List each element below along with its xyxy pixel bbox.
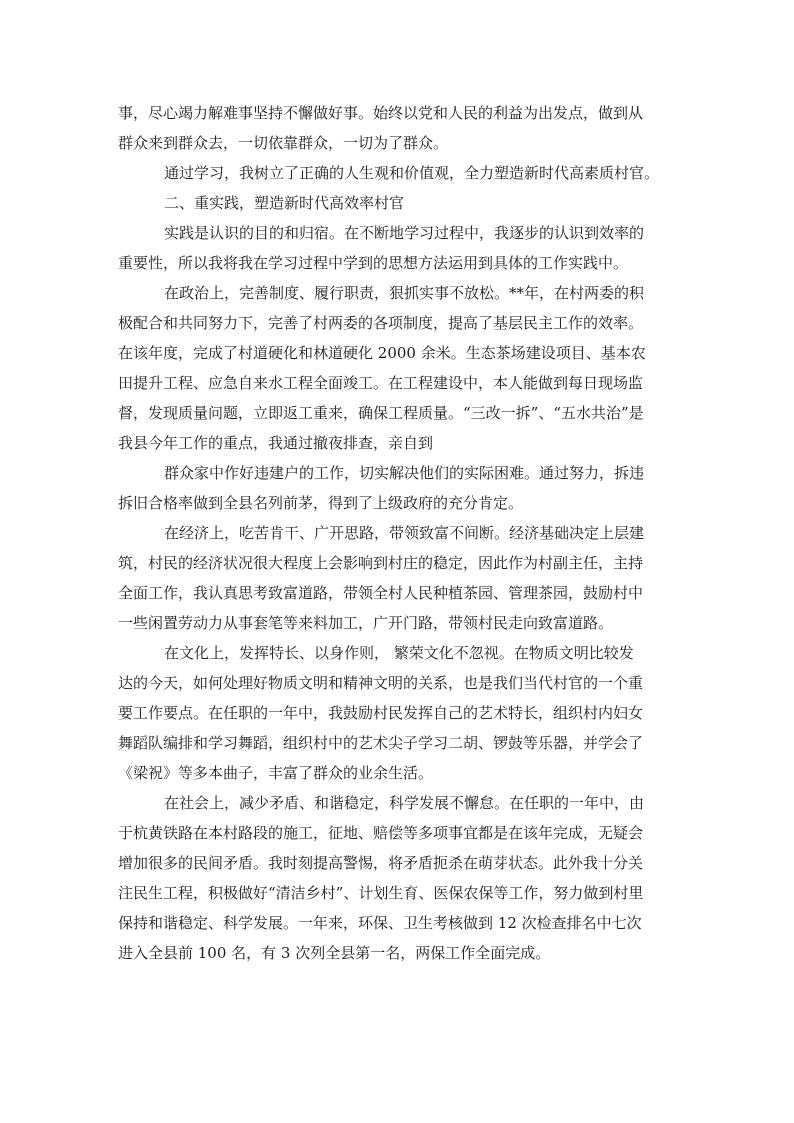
text-line: 进入全县前 100 名，有 3 次列全县第一名，两保工作全面完成。 xyxy=(118,944,551,962)
document-body xyxy=(118,98,693,968)
text-line: 群众来到群众去，一切依靠群众，一切为了群众。 xyxy=(118,134,449,152)
text-line: 群众家中作好违建户的工作，切实解决他们的实际困难。通过努力，拆违 xyxy=(164,464,645,482)
text-line: 于杭黄铁路在本村路段的施工，征地、赔偿等多项事宜都是在该年完成，无疑会 xyxy=(118,824,644,842)
text-line: 我县今年工作的重点，我通过撤夜排查，亲自到 xyxy=(118,434,434,452)
text-line: 全面工作，我认真思考致富道路，带领全村人民种植茶园、管理茶园，鼓励村中 xyxy=(118,584,644,602)
text-line: 在文化上，发挥特长、以身作则， 繁荣文化不忽视。在物质文明比较发 xyxy=(164,644,634,662)
text-line: 增加很多的民间矛盾。我时刻提高警惕，将矛盾扼杀在萌芽状态。此外我十分关 xyxy=(118,854,644,872)
section-heading: 二、重实践，塑造新时代高效率村官 xyxy=(164,194,405,212)
text-line: 拆旧合格率做到全县名列前茅，得到了上级政府的充分肯定。 xyxy=(118,494,524,512)
text-line: 舞蹈队编排和学习舞蹈，组织村中的艺术尖子学习二胡、锣鼓等乐器，并学会了 xyxy=(118,734,644,752)
text-line: 在经济上，吃苦肯干、广开思路，带领致富不间断。经济基础决定上层建 xyxy=(164,524,645,542)
text-line: 要工作要点。在任职的一年中，我鼓励村民发挥自己的艺术特长，组织村内妇女 xyxy=(118,704,644,722)
text-line: 注民生工程，积极做好“清洁乡村”、计划生育、医保农保等工作，努力做到村里 xyxy=(118,884,644,902)
text-line: 事，尽心竭力解难事坚持不懈做好事。始终以党和人民的利益为出发点，做到从 xyxy=(118,104,644,122)
text-line: 《梁祝》等多本曲子，丰富了群众的业余生活。 xyxy=(118,764,434,782)
text-line: 在政治上，完善制度、履行职责，狠抓实事不放松。**年，在村两委的积 xyxy=(164,284,645,302)
text-line: 筑，村民的经济状况很大程度上会影响到村庄的稳定，因此作为村副主任，主持 xyxy=(118,554,644,572)
text-line: 重要性，所以我将我在学习过程中学到的思想方法运用到具体的工作实践中。 xyxy=(118,254,629,272)
text-line: 田提升工程、应急自来水工程全面竣工。在工程建设中，本人能做到每日现场监 xyxy=(118,374,644,392)
text-line: 保持和谐稳定、科学发展。一年来，环保、卫生考核做到 12 次检查排名中七次 xyxy=(118,914,642,932)
text-line: 在社会上，减少矛盾、和谐稳定，科学发展不懈怠。在任职的一年中，由 xyxy=(164,794,645,812)
text-line: 在该年度，完成了村道硬化和林道硬化 2000 余米。生态茶场建设项目、基本农 xyxy=(118,344,646,362)
text-line: 通过学习，我树立了正确的人生观和价值观，全力塑造新时代高素质村官。 xyxy=(164,164,660,182)
text-line: 一些闲置劳动力从事套笔等来料加工，广开门路，带领村民走向致富道路。 xyxy=(118,614,614,632)
text-line: 督，发现质量问题，立即返工重来，确保工程质量。“三改一拆”、“五水共治”是 xyxy=(118,404,644,422)
text-line: 极配合和共同努力下，完善了村两委的各项制度，提高了基层民主工作的效率。 xyxy=(118,314,644,332)
text-line: 实践是认识的目的和归宿。在不断地学习过程中，我逐步的认识到效率的 xyxy=(164,224,645,242)
text-line: 达的今天，如何处理好物质文明和精神文明的关系，也是我们当代村官的一个重 xyxy=(118,674,644,692)
